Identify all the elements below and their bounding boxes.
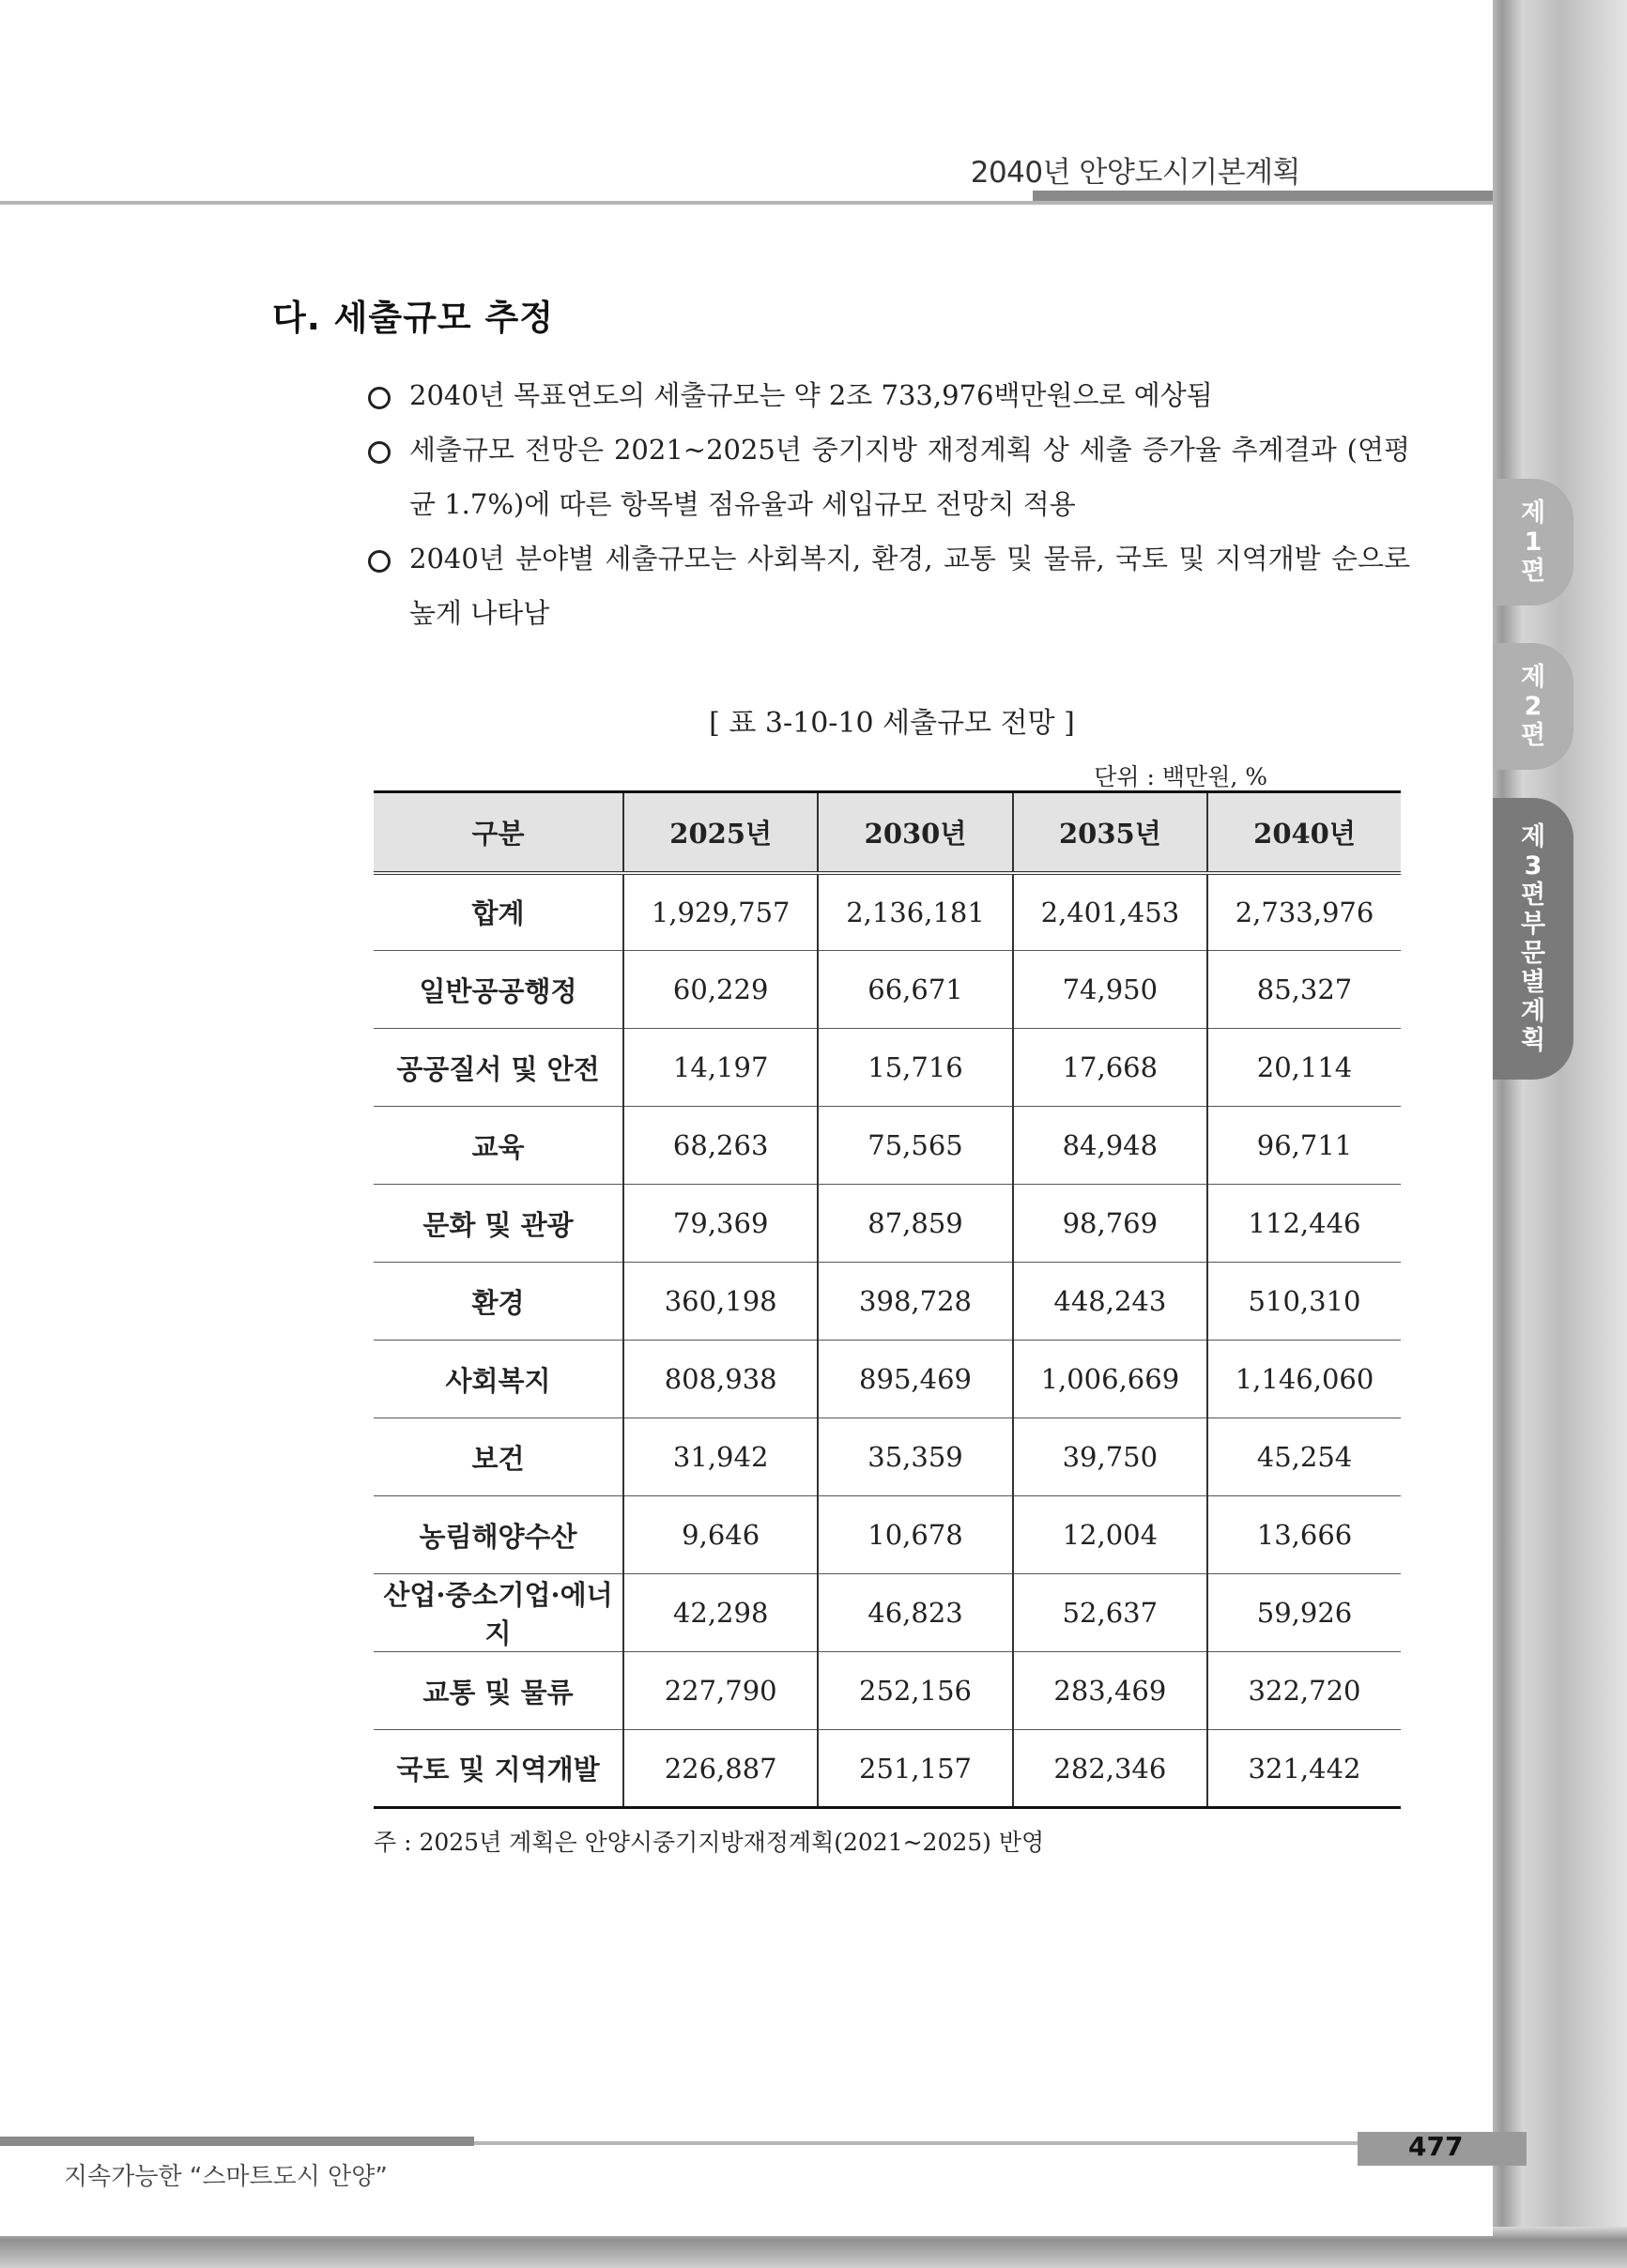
side-tab-char: 2 [1524,692,1543,721]
column-header: 2030년 [818,792,1012,873]
bullet-text: 세출규모 전망은 2021~2025년 중기지방 재정계획 상 세출 증가율 추계결과 (연평균 1.7%)에 따른 항목별 점유율과 세입규모 전망치 적용 [409,434,1410,520]
table-cell: 59,926 [1207,1574,1401,1652]
table-cell: 2,136,181 [818,873,1012,951]
table-cell: 15,716 [818,1029,1012,1107]
row-label: 교통 및 물류 [374,1652,623,1730]
row-label: 사회복지 [374,1341,623,1418]
table-header-row [374,792,1401,873]
page-shadow-right [1485,0,1627,2268]
column-header: 2040년 [1207,792,1401,873]
table-row [374,1263,1401,1341]
circle-bullet-icon [368,387,391,409]
table-cell: 46,823 [818,1574,1012,1652]
table-cell: 251,157 [818,1730,1012,1808]
table-row [374,1029,1401,1107]
table-cell: 398,728 [818,1263,1012,1341]
table-cell: 68,263 [623,1107,818,1185]
table-cell: 87,859 [818,1185,1012,1263]
side-tab-char: 1 [1524,528,1543,557]
bullet-list [368,368,1410,640]
running-header-title: 2040년 안양도시기본계획 [970,156,1300,190]
side-tab-char: 제 [1520,663,1546,692]
table-body [374,873,1401,1808]
side-tab-char: 계 [1520,997,1546,1026]
side-tab-char: 3 [1524,851,1543,881]
circle-bullet-icon [368,441,391,464]
side-tab-char: 편 [1520,557,1546,586]
table-cell: 66,671 [818,951,1012,1029]
bullet-text: 2040년 분야별 세출규모는 사회복지, 환경, 교통 및 물류, 국토 및 지역개발 순으로 높게 나타남 [409,543,1410,629]
table-cell: 79,369 [623,1185,818,1263]
table-cell: 52,637 [1013,1574,1207,1652]
table-cell: 1,006,669 [1013,1341,1207,1418]
circle-bullet-icon [368,550,391,573]
footer-text: 지속가능한 “스마트도시 안양” [64,2163,388,2191]
row-label: 농림해양수산 [374,1496,623,1574]
table-cell: 2,401,453 [1013,873,1207,951]
table-cell: 112,446 [1207,1185,1401,1263]
table-cell: 1,929,757 [623,873,818,951]
table-cell: 252,156 [818,1652,1012,1730]
table-row [374,1574,1401,1652]
table-cell: 282,346 [1013,1730,1207,1808]
table-cell: 10,678 [818,1496,1012,1574]
table-cell: 45,254 [1207,1418,1401,1496]
row-label: 환경 [374,1263,623,1341]
table-row [374,1341,1401,1418]
column-header: 2035년 [1013,792,1207,873]
table-cell: 9,646 [623,1496,818,1574]
page-number: 477 [1408,2131,1464,2162]
table-cell: 1,146,060 [1207,1341,1401,1418]
table-cell: 12,004 [1013,1496,1207,1574]
column-header: 구분 [374,792,623,873]
table-cell: 74,950 [1013,951,1207,1029]
table-note: 주 : 2025년 계획은 안양시중기지방재정계획(2021~2025) 반영 [374,1829,1045,1856]
table-cell: 84,948 [1013,1107,1207,1185]
table-cell: 227,790 [623,1652,818,1730]
table-cell: 85,327 [1207,951,1401,1029]
side-tab-part-3[interactable] [1493,798,1573,1080]
side-tab-char: 제 [1520,498,1546,528]
row-label: 산업·중소기업·에너지 [374,1574,623,1652]
table-cell: 2,733,976 [1207,873,1401,951]
side-tab-char: 편 [1520,881,1546,910]
row-label: 보건 [374,1418,623,1496]
table-cell: 96,711 [1207,1107,1401,1185]
column-header: 2025년 [623,792,818,873]
table-row [374,1496,1401,1574]
table-cell: 226,887 [623,1730,818,1808]
side-tab-char: 획 [1520,1026,1546,1055]
table-cell: 510,310 [1207,1263,1401,1341]
table-unit: 단위 : 백만원, % [1094,763,1267,790]
row-label: 일반공공행정 [374,951,623,1029]
row-label: 문화 및 관광 [374,1185,623,1263]
table-cell: 322,720 [1207,1652,1401,1730]
table-cell: 31,942 [623,1418,818,1496]
side-tab-char: 부 [1520,910,1546,939]
table-cell: 17,668 [1013,1029,1207,1107]
expenditure-table [374,790,1401,1809]
side-tab-char: 제 [1520,822,1546,851]
side-tab-char: 편 [1520,721,1546,750]
table-row [374,1418,1401,1496]
table-cell: 98,769 [1013,1185,1207,1263]
table-cell: 321,442 [1207,1730,1401,1808]
row-label: 교육 [374,1107,623,1185]
row-label: 합계 [374,873,623,951]
bullet-text: 2040년 목표연도의 세출규모는 약 2조 733,976백만원으로 예상됨 [409,379,1213,411]
table-cell: 14,197 [623,1029,818,1107]
table-cell: 13,666 [1207,1496,1401,1574]
side-tab-part-2[interactable] [1493,643,1573,770]
table-row [374,1185,1401,1263]
table-row [374,1652,1401,1730]
table-cell: 42,298 [623,1574,818,1652]
footer-rule-accent [0,2137,474,2146]
side-tab-char: 문 [1520,939,1546,968]
table-cell: 808,938 [623,1341,818,1418]
table-row [374,873,1401,951]
table-cell: 895,469 [818,1341,1012,1418]
table-cell: 448,243 [1013,1263,1207,1341]
table-row [374,1730,1401,1808]
side-tab-part-1[interactable] [1493,479,1573,605]
header-rule [0,201,1493,205]
table-cell: 39,750 [1013,1418,1207,1496]
table-cell: 360,198 [623,1263,818,1341]
table-row [374,951,1401,1029]
row-label: 공공질서 및 안전 [374,1029,623,1107]
row-label: 국토 및 지역개발 [374,1730,623,1808]
bullet-item [368,368,1410,422]
table-cell: 20,114 [1207,1029,1401,1107]
table-cell: 35,359 [818,1418,1012,1496]
table-row [374,1107,1401,1185]
table-cell: 60,229 [623,951,818,1029]
side-tab-char: 별 [1520,968,1546,997]
bullet-item [368,531,1410,640]
section-title: 다. 세출규모 추정 [272,298,555,338]
table-caption: [ 표 3-10-10 세출규모 전망 ] [709,707,1075,740]
bullet-item [368,422,1410,531]
table-cell: 75,565 [818,1107,1012,1185]
table-cell: 283,469 [1013,1652,1207,1730]
